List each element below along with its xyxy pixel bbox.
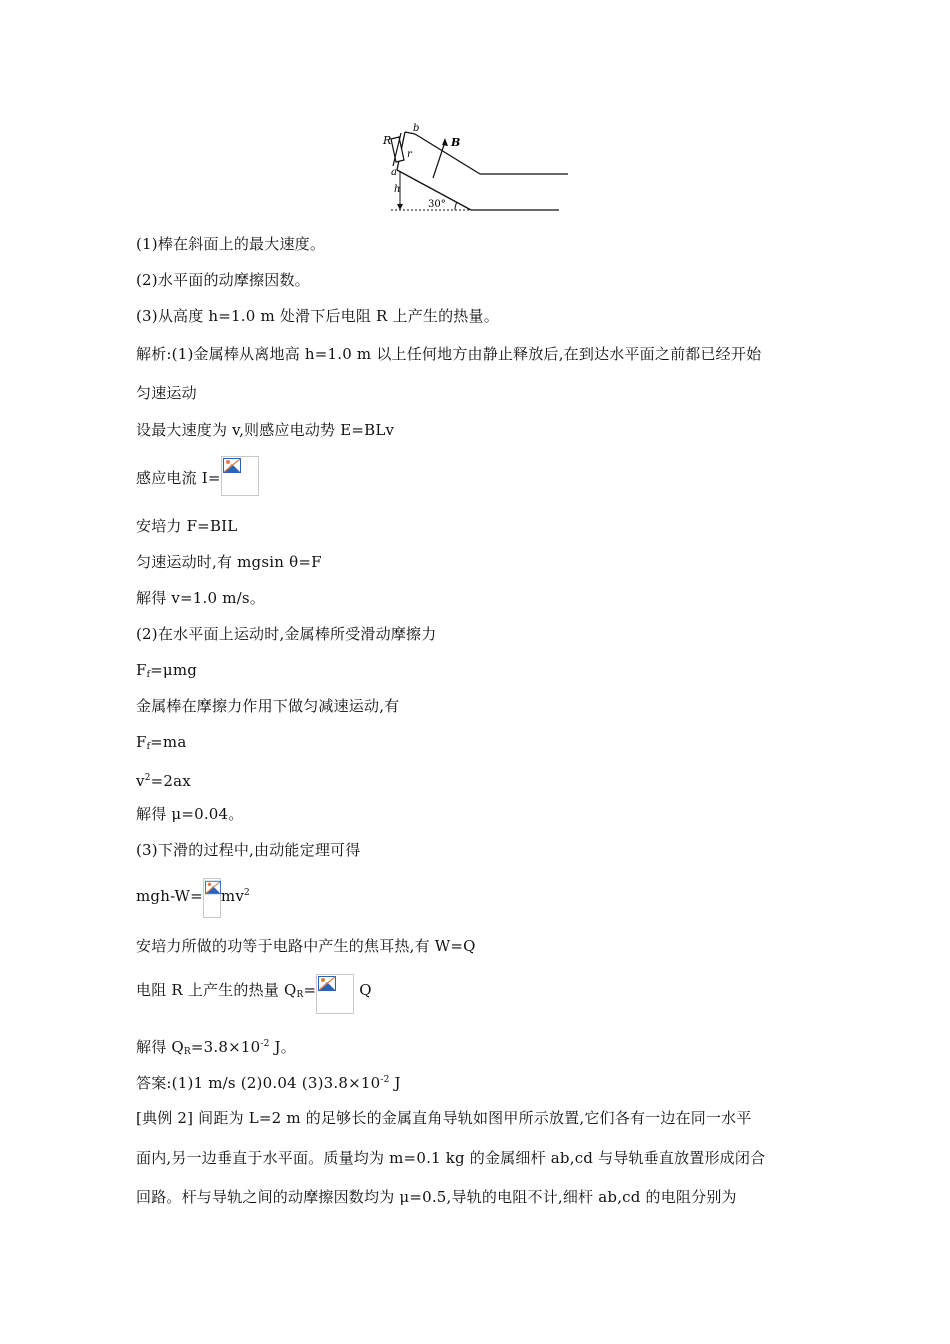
solution-line: 安培力所做的功等于电路中产生的焦耳热,有 W=Q	[136, 937, 476, 955]
label-R: R	[383, 134, 392, 147]
formula-text: F	[136, 661, 147, 679]
formula-text: 答案:(1)1 m/s (2)0.04 (3)3.8×10	[136, 1074, 381, 1092]
formula-text: J	[389, 1074, 401, 1092]
solution-line: (3)下滑的过程中,由动能定理可得	[136, 841, 361, 859]
label-angle: 30°	[428, 199, 446, 210]
formula-text: F	[136, 733, 147, 751]
solution-line: 设最大速度为 v,则感应电动势 E=BLv	[136, 421, 395, 439]
question-1: (1)棒在斜面上的最大速度。	[136, 235, 326, 253]
formula-text: Q	[359, 981, 372, 999]
formula-text: =ma	[150, 733, 187, 751]
energy-formula	[136, 878, 250, 918]
solution-line: 解得 v=1.0 m/s。	[136, 589, 266, 607]
formula-text: mv	[220, 887, 245, 905]
formula-text: =μmg	[150, 661, 198, 679]
solution-line: 安培力 F=BIL	[136, 517, 238, 535]
incline-figure	[375, 120, 575, 218]
answer-line	[136, 1070, 401, 1093]
solution-line: 匀速运动	[136, 384, 197, 402]
formula-text: 解得 Q	[136, 1038, 184, 1056]
label-b: b	[413, 123, 420, 134]
question-3: (3)从高度 h=1.0 m 处滑下后电阻 R 上产生的热量。	[136, 307, 499, 325]
formula-image-placeholder	[221, 456, 259, 496]
formula-text: mgh-W=	[136, 887, 203, 905]
current-formula	[136, 458, 259, 498]
formula-subscript: R	[296, 990, 304, 1000]
broken-image-icon	[318, 976, 336, 991]
label-B: B	[451, 136, 461, 149]
formula-superscript: -2	[380, 1075, 390, 1085]
formula-image-placeholder	[316, 974, 354, 1014]
kinematics-formula	[136, 768, 191, 791]
solution-line: (2)在水平面上运动时,金属棒所受滑动摩擦力	[136, 625, 437, 643]
example-2-line: 回路。杆与导轨之间的动摩擦因数均为 μ=0.5,导轨的电阻不计,细杆 ab,cd 的电阻分别为	[136, 1188, 737, 1206]
newton-formula	[136, 732, 186, 757]
formula-superscript: 2	[144, 773, 151, 783]
formula-subscript: R	[183, 1047, 191, 1057]
formula-text: J。	[269, 1038, 296, 1056]
solution-line: 金属棒在摩擦力作用下做匀减速运动,有	[136, 697, 400, 715]
label-r: r	[407, 149, 412, 160]
heat-formula	[136, 974, 372, 1014]
broken-image-icon	[205, 880, 221, 895]
question-2: (2)水平面的动摩擦因数。	[136, 271, 310, 289]
heat-result	[136, 1034, 296, 1062]
solution-line: 解得 μ=0.04。	[136, 805, 244, 823]
formula-text: =	[303, 981, 317, 999]
label-a: a	[391, 167, 397, 178]
solution-intro: 解析:(1)金属棒从离地高 h=1.0 m 以上任何地方由静止释放后,在到达水平面之前都已经开始	[136, 345, 762, 363]
broken-image-icon	[223, 458, 241, 473]
formula-image-placeholder	[203, 878, 221, 918]
solution-line: 匀速运动时,有 mgsin θ=F	[136, 553, 322, 571]
formula-text: v	[136, 772, 145, 790]
example-2-line: [典例 2] 间距为 L=2 m 的足够长的金属直角导轨如图甲所示放置,它们各有一边在同一水平	[136, 1109, 752, 1127]
label-h: h	[394, 184, 401, 195]
example-2-line: 面内,另一边垂直于水平面。质量均为 m=0.1 kg 的金属细杆 ab,cd 与导轨垂直放置形成闭合	[136, 1149, 766, 1167]
formula-superscript: 2	[244, 888, 250, 898]
formula-superscript: -2	[260, 1039, 270, 1049]
friction-formula	[136, 660, 197, 685]
formula-subscript: f	[146, 742, 151, 752]
formula-text: =3.8×10	[190, 1038, 261, 1056]
formula-text: =2ax	[150, 772, 191, 790]
formula-subscript: f	[146, 670, 151, 680]
formula-text: 电阻 R 上产生的热量 Q	[136, 981, 297, 999]
formula-text: 感应电流 I=	[136, 469, 221, 487]
